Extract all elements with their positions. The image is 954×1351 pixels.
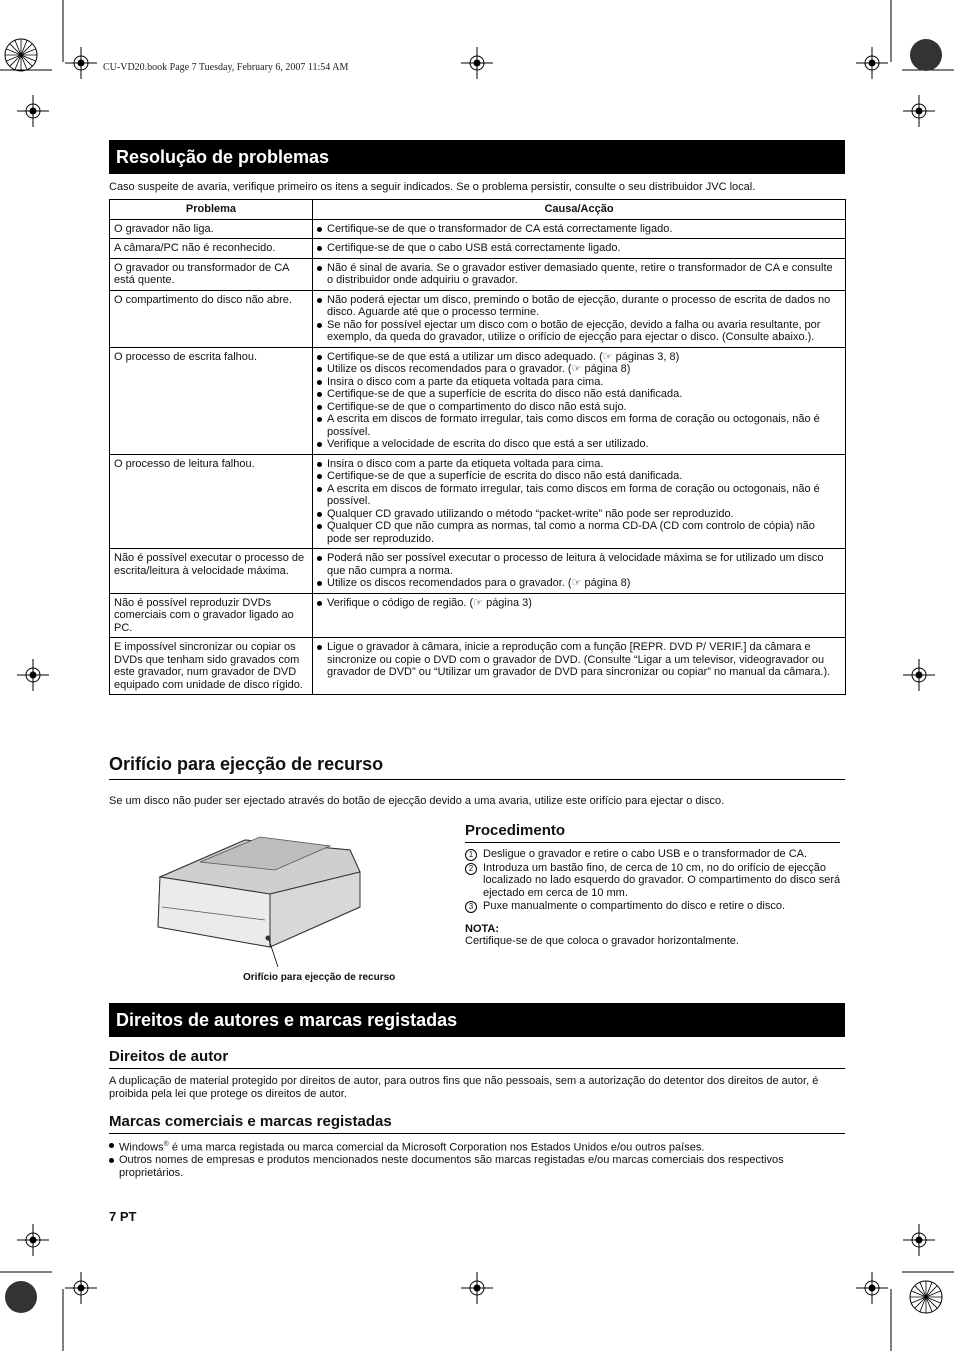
list-item: Certifique-se de que o transformador de CA está correctamente ligado. bbox=[317, 223, 841, 236]
cause-cell bbox=[313, 593, 846, 638]
problem-cell: E impossível sincronizar ou copiar os DVDs que tenham sido gravados com este gravador, num gravador de DVD equipado com unidade de disco rígido. bbox=[110, 638, 313, 695]
table-row bbox=[110, 219, 846, 239]
table-header-row bbox=[110, 200, 846, 220]
cause-cell bbox=[313, 549, 846, 594]
problem-cell: Não é possível executar o processo de escrita/leitura à velocidade máxima. bbox=[110, 549, 313, 594]
table-row bbox=[110, 593, 846, 638]
col-cause-header: Causa/Acção bbox=[313, 200, 846, 220]
copyright-subheading: Direitos de autor bbox=[109, 1048, 845, 1069]
list-item: Ligue o gravador à câmara, inicie a reprodução com a função [REPR. DVD P/ VERIF.] da câmara e sincronize ou copie o DVD com o gravador de DVD. (Consulte “Ligar a um televisor, videogravador ou gravador de DVD” ou “Utilizar um gravador de DVD para sincronizar ou copiar” no manual da câmara.). bbox=[317, 641, 841, 679]
list-item bbox=[465, 862, 843, 900]
list-item: Certifique-se de que a superfície de escrita do disco não está danificada. bbox=[317, 388, 841, 401]
note-title: NOTA: bbox=[465, 922, 500, 935]
list-item: Certifique-se de que está a utilizar um disco adequado. (☞ páginas 3, 8) bbox=[317, 351, 841, 364]
gray-target-tr bbox=[910, 39, 942, 71]
eject-heading: Orifício para ejecção de recurso bbox=[109, 754, 845, 780]
copyright-text: A duplicação de material protegido por direitos de autor, para outros fins que não pessoais, sem a autorização do detentor dos direitos de autor, é proibida pela lei que protege os direitos de autor. bbox=[109, 1075, 819, 1100]
list-item: Certifique-se de que a superfície de escrita do disco não está danificada. bbox=[317, 470, 841, 483]
header-note: CU-VD20.book Page 7 Tuesday, February 6, 2007 11:54 AM bbox=[103, 62, 349, 73]
step-number-icon: 1 bbox=[465, 849, 477, 861]
procedure-steps bbox=[465, 848, 843, 948]
list-item: Insira o disco com a parte da etiqueta voltada para cima. bbox=[317, 458, 841, 471]
trademarks-subheading: Marcas comerciais e marcas registadas bbox=[109, 1113, 845, 1134]
list-item: Certifique-se de que o compartimento do disco não está sujo. bbox=[317, 401, 841, 414]
step-number-icon: 3 bbox=[465, 901, 477, 913]
eject-intro: Se um disco não puder ser ejectado através do botão de ejecção devido a uma avaria, utilize este orifício para ejectar o disco. bbox=[109, 795, 725, 807]
cause-cell bbox=[313, 454, 846, 549]
table-row bbox=[110, 290, 846, 347]
list-item: Insira o disco com a parte da etiqueta voltada para cima. bbox=[317, 376, 841, 389]
list-item: Utilize os discos recomendados para o gravador. (☞ página 8) bbox=[317, 577, 841, 590]
problem-cell: O gravador não liga. bbox=[110, 219, 313, 239]
problem-cell: O gravador ou transformador de CA está quente. bbox=[110, 258, 313, 290]
list-item: A escrita em discos de formato irregular, tais como discos em forma de coração ou octogonais, não é possível. bbox=[317, 483, 841, 508]
cause-cell bbox=[313, 347, 846, 454]
table-row bbox=[110, 347, 846, 454]
list-item: Certifique-se de que o cabo USB está correctamente ligado. bbox=[317, 242, 841, 255]
troubleshooting-table bbox=[109, 199, 846, 695]
problem-cell: O compartimento do disco não abre. bbox=[110, 290, 313, 347]
problem-cell: Não é possível reproduzir DVDs comerciais com o gravador ligado ao PC. bbox=[110, 593, 313, 638]
table-row bbox=[110, 638, 846, 695]
recorder-illustration bbox=[150, 832, 370, 972]
copyright-banner: Direitos de autores e marcas registadas bbox=[109, 1003, 845, 1037]
problem-cell: A câmara/PC não é reconhecido. bbox=[110, 239, 313, 259]
page-number: 7 PT bbox=[109, 1209, 137, 1224]
list-item: Qualquer CD gravado utilizando o método “packet-write” não pode ser reproduzido. bbox=[317, 508, 841, 521]
list-item bbox=[465, 900, 843, 913]
step-text: Puxe manualmente o compartimento do disco e retire o disco. bbox=[483, 900, 786, 912]
gray-target-bl bbox=[5, 1281, 37, 1313]
list-item: Verifique o código de região. (☞ página 3) bbox=[317, 597, 841, 610]
table-body bbox=[110, 219, 846, 695]
cause-cell bbox=[313, 290, 846, 347]
table-row bbox=[110, 454, 846, 549]
list-item: Qualquer CD que não cumpra as normas, tal como a norma CD-DA (CD com controlo de cópia) não pode ser reproduzido. bbox=[317, 520, 841, 545]
table-row bbox=[110, 258, 846, 290]
table-row bbox=[110, 549, 846, 594]
step-number-icon: 2 bbox=[465, 863, 477, 875]
list-item: Poderá não ser possível executar o processo de leitura à velocidade máxima se for utilizado um disco que não cumpra a norma. bbox=[317, 552, 841, 577]
list-item: Outros nomes de empresas e produtos mencionados neste documentos são marcas registadas e/ou marcas comerciais dos respectivos proprietários. bbox=[109, 1154, 849, 1179]
problem-cell: O processo de leitura falhou. bbox=[110, 454, 313, 549]
list-item: Não é sinal de avaria. Se o gravador estiver demasiado quente, retire o transformador de CA e consulte o distribuidor onde adquiriu o gravador. bbox=[317, 262, 841, 287]
list-item: Utilize os discos recomendados para o gravador. (☞ página 8) bbox=[317, 363, 841, 376]
note-text: Certifique-se de que coloca o gravador horizontalmente. bbox=[465, 935, 739, 947]
cause-cell bbox=[313, 258, 846, 290]
list-item: Verifique a velocidade de escrita do disco que está a ser utilizado. bbox=[317, 438, 841, 451]
cause-cell bbox=[313, 239, 846, 259]
list-item: Se não for possível ejectar um disco com o botão de ejecção, devido a falha ou avaria resultante, por exemplo, da queda do gravador, utilize o orifício de ejecção para ejectar o disco. (Consulte abaixo.). bbox=[317, 319, 841, 344]
eject-hole-caption: Orifício para ejecção de recurso bbox=[243, 972, 396, 983]
step-text: Desligue o gravador e retire o cabo USB e o transformador de CA. bbox=[483, 848, 808, 860]
procedure-heading: Procedimento bbox=[465, 822, 840, 843]
col-problem-header: Problema bbox=[110, 200, 313, 220]
trademarks-list bbox=[109, 1139, 849, 1179]
table-row bbox=[110, 239, 846, 259]
list-item: Windows® é uma marca registada ou marca comercial da Microsoft Corporation nos Estados Unidos e/ou outros países. bbox=[109, 1139, 849, 1154]
cause-cell bbox=[313, 638, 846, 695]
cause-cell bbox=[313, 219, 846, 239]
problem-cell: O processo de escrita falhou. bbox=[110, 347, 313, 454]
list-item bbox=[465, 848, 843, 861]
troubleshooting-intro: Caso suspeite de avaria, verifique primeiro os itens a seguir indicados. Se o problema persistir, consulte o seu distribuidor JVC local. bbox=[109, 181, 756, 193]
list-item: Não poderá ejectar um disco, premindo o botão de ejecção, durante o processo de escrita de dados no disco. Aguarde até que o processo termine. bbox=[317, 294, 841, 319]
list-item: A escrita em discos de formato irregular, tais como discos em forma de coração ou octogonais, não é possível. bbox=[317, 413, 841, 438]
step-text: Introduza um bastão fino, de cerca de 10 cm, no do orifício de ejecção localizado no lado esquerdo do gravador. O compartimento do disco será ejectado em cerca de 10 mm. bbox=[483, 861, 841, 899]
troubleshooting-banner: Resolução de problemas bbox=[109, 140, 845, 174]
eject-hole-icon bbox=[266, 936, 271, 941]
